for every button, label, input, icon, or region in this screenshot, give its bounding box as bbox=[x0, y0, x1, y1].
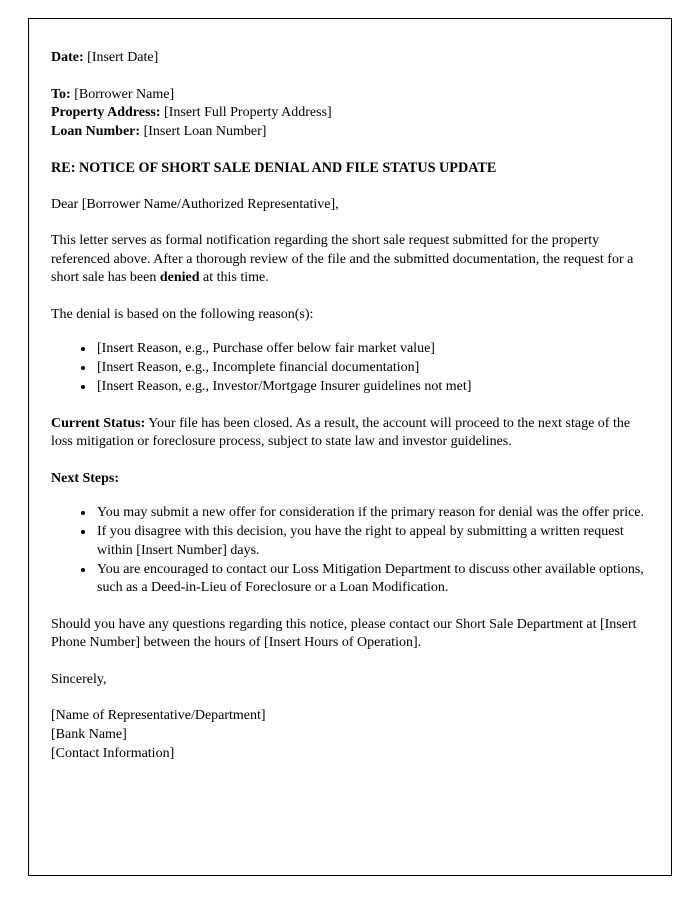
signature-bank-line: [Bank Name] bbox=[51, 727, 127, 742]
property-address-label: Property Address: bbox=[51, 105, 161, 120]
to-value: [Borrower Name] bbox=[74, 86, 175, 102]
next-steps-list bbox=[51, 504, 649, 598]
signoff: Sincerely, bbox=[51, 671, 107, 687]
next-step-item: • If you disagree with this decision, you have the right to appeal by submitting a written request within [Insert Number] days. bbox=[95, 523, 649, 560]
intro-paragraph bbox=[51, 232, 649, 288]
date-line bbox=[51, 49, 649, 68]
next-step-item: • You are encouraged to contact our Loss Mitigation Department to discuss other available options, such as a Deed-in-Lieu of Foreclosure or a Loan Modification. bbox=[95, 561, 649, 598]
current-status-label: Current Status: bbox=[51, 415, 146, 431]
denial-reasons-list bbox=[51, 340, 649, 397]
closing-paragraph: Should you have any questions regarding this notice, please contact our Short Sale Department at [Insert Phone Number] between the hours of [Insert Hours of Operation]. bbox=[51, 616, 637, 650]
current-status-paragraph bbox=[51, 415, 649, 452]
denial-reason-item: • [Insert Reason, e.g., Incomplete financial documentation] bbox=[95, 359, 649, 378]
denial-lead: The denial is based on the following reason(s): bbox=[51, 306, 314, 322]
current-status-text: Your file has been closed. As a result, the account will proceed to the next stage of the loss mitigation or foreclosure process, subject to state law and investor guidelines. bbox=[51, 415, 631, 449]
signature-name-line: [Name of Representative/Department] bbox=[51, 708, 266, 723]
signature-block bbox=[51, 707, 649, 764]
next-step-item: • You may submit a new offer for consideration if the primary reason for denial was the offer price. bbox=[95, 504, 649, 523]
letter-border-frame bbox=[28, 18, 672, 876]
intro-denied-emphasis: denied bbox=[159, 270, 200, 285]
denial-reason-item: • [Insert Reason, e.g., Purchase offer below fair market value] bbox=[95, 340, 649, 359]
next-steps-heading-text: Next Steps: bbox=[51, 470, 120, 486]
to-line bbox=[51, 86, 649, 105]
intro-text-after: at this time. bbox=[199, 270, 269, 285]
denial-reason-item: • [Insert Reason, e.g., Investor/Mortgage Insurer guidelines not met] bbox=[95, 378, 649, 397]
letter-body bbox=[51, 49, 649, 764]
property-address-line bbox=[51, 104, 649, 123]
signature-contact-line: [Contact Information] bbox=[51, 746, 175, 761]
loan-number-line bbox=[51, 123, 649, 142]
subject-line: RE: NOTICE OF SHORT SALE DENIAL AND FILE STATUS UPDATE bbox=[51, 160, 497, 176]
salutation: Dear [Borrower Name/Authorized Representative], bbox=[51, 196, 339, 212]
loan-number-value: [Insert Loan Number] bbox=[143, 123, 267, 139]
intro-text-before: This letter serves as formal notification regarding the short sale request submitted for the property referenced above. After a thorough review of the file and the submitted documentation, the request for a short sale has been bbox=[51, 233, 634, 285]
property-address-value: [Insert Full Property Address] bbox=[164, 105, 332, 120]
to-label: To: bbox=[51, 86, 71, 102]
loan-number-label: Loan Number: bbox=[51, 123, 141, 139]
date-value: [Insert Date] bbox=[87, 50, 159, 65]
recipient-block bbox=[51, 86, 649, 142]
next-steps-heading bbox=[51, 470, 649, 489]
date-label: Date: bbox=[51, 50, 84, 65]
